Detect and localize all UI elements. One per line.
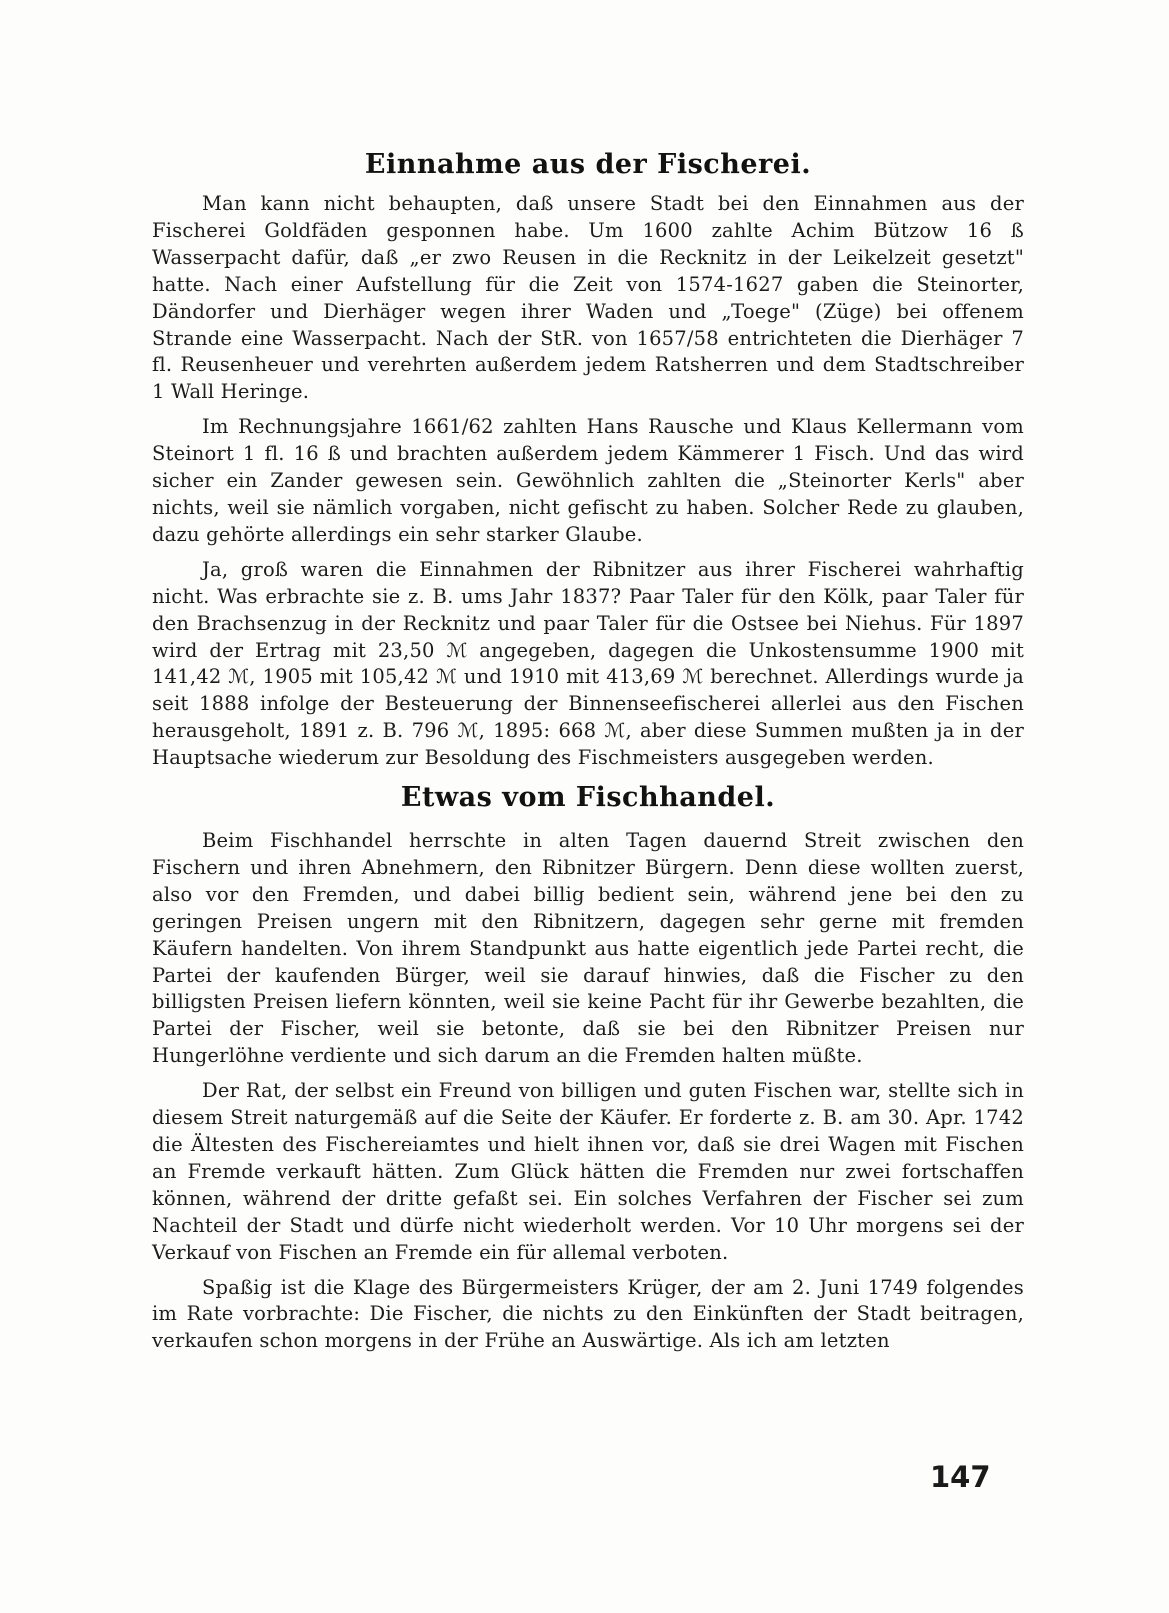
page-number: 147	[930, 1460, 991, 1494]
paragraph: Spaßig ist die Klage des Bürgermeisters Krüger, der am 2. Juni 1749 folgendes im Rate vorbrachte: Die Fischer, die nichts zu den Einkünften der Stadt beitragen, verkaufen schon morgens in der Frühe an Auswärtige. Als ich am letzten	[152, 1275, 1024, 1353]
page-body	[152, 145, 1024, 1355]
paragraph: Beim Fischhandel herrschte in alten Tagen dauernd Streit zwischen den Fischern und ihren Abnehmern, den Ribnitzer Bürgern. Denn diese wollten zuerst, also vor den Fremden, und dabei billig bedient sein, während jene bei den zu geringen Preisen ungern mit den Ribnitzern, dagegen sehr gerne mit fremden Käufern handelten. Von ihrem Standpunkt aus hatte eigentlich jede Partei recht, die Partei der kaufenden Bürger, weil sie darauf hinwies, daß die Fischer zu den billigsten Preisen liefern könnten, weil sie keine Pacht für ihr Gewerbe bezahlten, die Partei der Fischer, weil sie betonte, daß sie bei den Ribnitzer Preisen nur Hungerlöhne verdiente und sich darum an die Fremden halten müßte.	[152, 829, 1024, 1068]
paragraph: Im Rechnungsjahre 1661/62 zahlten Hans Rausche und Klaus Kellermann vom Steinort 1 fl. 16 ß und brachten außerdem jedem Kämmerer 1 Fisch. Und das wird sicher ein Zander gewesen sein. Gewöhnlich zahlten die „Steinorter Kerls" aber nichts, weil sie nämlich vorgaben, nicht gefischt zu haben. Solcher Rede zu glauben, dazu gehörte allerdings ein sehr starker Glaube.	[152, 415, 1024, 546]
paragraph: Man kann nicht behaupten, daß unsere Stadt bei den Einnahmen aus der Fischerei Goldfäden gesponnen habe. Um 1600 zahlte Achim Bützow 16 ß Wasserpacht dafür, daß „er zwo Reusen in die Recknitz in der Leikelzeit gesetzt" hatte. Nach einer Aufstellung für die Zeit von 1574-1627 gaben die Steinorter, Dändorfer und Dierhäger wegen ihrer Waden und „Toege" (Züge) bei offenem Strande eine Wasserpacht. Nach der StR. von 1657/58 entrichteten die Dierhäger 7 fl. Reusenheuer und verehrten außerdem jedem Ratsherren und dem Stadtschreiber 1 Wall Heringe.	[152, 192, 1024, 404]
section-heading-fish-trade: Etwas vom Fischhandel.	[400, 782, 776, 814]
paragraph: Der Rat, der selbst ein Freund von billigen und guten Fischen war, stellte sich in diesem Streit naturgemäß auf die Seite der Käufer. Er forderte z. B. am 30. Apr. 1742 die Ältesten des Fischereiamtes und hielt ihnen vor, daß sie drei Wagen mit Fischen an Fremde verkauft hätten. Zum Glück hätten die Fremden nur zwei fortschaffen können, während der dritte gefaßt sei. Ein solches Verfahren der Fischer sei zum Nachteil der Stadt und dürfe nicht wiederholt werden. Vor 10 Uhr morgens sei der Verkauf von Fischen an Fremde ein für allemal verboten.	[152, 1079, 1024, 1264]
paragraph: Ja, groß waren die Einnahmen der Ribnitzer aus ihrer Fischerei wahrhaftig nicht. Was erbrachte sie z. B. ums Jahr 1837? Paar Taler für den Kölk, paar Taler für den Brachsenzug in der Recknitz und paar Taler für die Ostsee bei Niehus. Für 1897 wird der Ertrag mit 23,50 ℳ angegeben, dagegen die Unkostensumme 1900 mit 141,42 ℳ, 1905 mit 105,42 ℳ und 1910 mit 413,69 ℳ berechnet. Allerdings wurde ja seit 1888 infolge der Besteuerung der Binnenseefischerei allerlei aus den Fischen herausgeholt, 1891 z. B. 796 ℳ, 1895: 668 ℳ, aber diese Summen mußten ja in der Hauptsache wiederum zur Besoldung des Fischmeisters ausgegeben werden.	[152, 557, 1024, 770]
section-heading-fishery-income: Einnahme aus der Fischerei.	[364, 149, 812, 180]
